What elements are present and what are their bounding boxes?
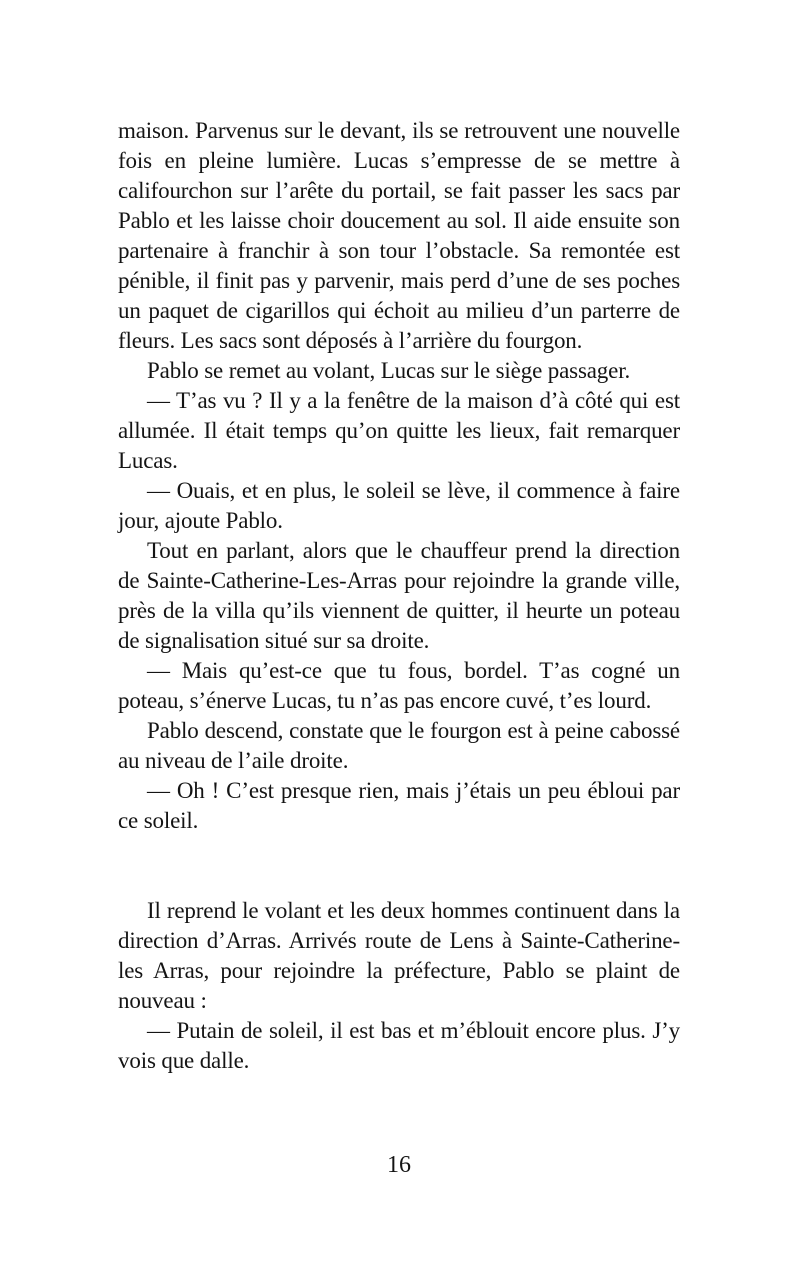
dialogue-line: — Ouais, et en plus, le soleil se lève, il commence à faire jour, ajoute Pablo. <box>118 478 680 533</box>
paragraph-continuation: maison. Parvenus sur le devant, ils se retrouvent une nouvelle fois en pleine lumière. Lucas s’empresse de se mettre à califourchon sur l’arête du portail, se fait passer les sacs par Pablo et les laisse choir doucement au sol. Il aide ensuite son partenaire à franchir à son tour l’obstacle. Sa remontée est pénible, il finit pas y parvenir, mais perd d’une de ses poches un paquet de cigarillos qui échoit au milieu d’un parterre de fleurs. Les sacs sont déposés à l’arrière du fourgon. <box>118 118 680 353</box>
section-break <box>118 836 680 896</box>
paragraph: Il reprend le volant et les deux hommes continuent dans la direction d’Arras. Arrivés route de Lens à Sainte-Catherine-les Arras, pour rejoindre la préfecture, Pablo se plaint de nouveau : <box>118 898 680 1013</box>
body-text <box>118 116 680 1076</box>
dialogue-line: — T’as vu ? Il y a la fenêtre de la maison d’à côté qui est allumée. Il était temps qu’on quitte les lieux, fait remarquer Lucas. <box>118 388 680 473</box>
dialogue-line: — Mais qu’est-ce que tu fous, bordel. T’as cogné un poteau, s’énerve Lucas, tu n’as pas encore cuvé, t’es lourd. <box>118 658 680 713</box>
page-number: 16 <box>387 1152 411 1178</box>
paragraph: Tout en parlant, alors que le chauffeur prend la direction de Sainte-Catherine-Les-Arras pour rejoindre la grande ville, près de la villa qu’ils viennent de quitter, il heurte un poteau de signalisation situé sur sa droite. <box>118 538 680 653</box>
dialogue-line: — Putain de soleil, il est bas et m’éblouit encore plus. J’y vois que dalle. <box>118 1018 680 1073</box>
paragraph: Pablo descend, constate que le fourgon est à peine cabossé au niveau de l’aile droite. <box>118 718 680 773</box>
paragraph: Pablo se remet au volant, Lucas sur le siège passager. <box>147 358 631 383</box>
dialogue-line: — Oh ! C’est presque rien, mais j’étais un peu ébloui par ce soleil. <box>118 778 680 833</box>
